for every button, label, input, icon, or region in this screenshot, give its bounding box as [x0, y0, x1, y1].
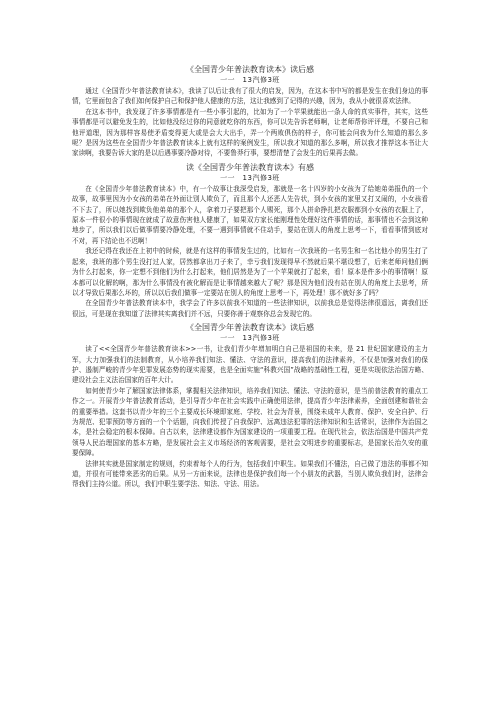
essay-paragraph: 通过《全国青少年普法教育读本》，我读了以后让我有了很大的启发，因为，在这本书中写的都是发生在我们身边的事情，它里面包含了我们如何保护自己和保护他人健康的方法，这让我感到了记得的兴趣，因为，我从小就很喜欢法律。: [72, 87, 428, 106]
essay-title: 读《全国青少年普法教育读本》有感: [186, 162, 314, 172]
essay-paragraph: 在这本书中，我发现了许多事情都是有一些小事引起的，比如为了一个苹果就能出一条人命的真实事件，其实，这些事情都是可以避免发生的，比如他没经过你的同意就吃你的东西，你可以先告诉老师啊，让老师帮你评评理，不要自己和他评道理，因为那样容易使矛盾变得更大或是会大大出手，弄一个两败俱伤的样子，你可能会问我为什么知道的那么多呢？是因为这些在全国青少年普法教育读本上就有这样的案例发生，所以我才知道的那么多啊，所以我才推荐这本书让大家读啊，我要告诉大家的是以后遇事要冷静对待，不要鲁莽行事，要想清楚了会发生的后果再去做。: [72, 107, 428, 158]
essay-byline: 一一 13汽修3班: [220, 334, 280, 343]
essay-title: 《全国青少年普法教育读本》读后感: [186, 65, 314, 74]
essay-paragraph: 在《全国青少年普法教育读本》中，有一个故事让我深受启发，那就是一名十四岁的小女孩为了给她弟弟报仇的一个故事，故事里因为小女孩的弟弟在外面让别人欺负了，而且那个人还恶人先告状，到小女孩的家里又打又闹的，小女孩看不下去了，所以她找到欺负他弟弟的那个人，拿着刀子要把那个人赐死，那个人拼命挣扎把衣服都到小女孩的衣服上了，原本一件很小的事情现在就成了故意伤害他人健康了，如果双方家长能刚理性处理好这件事情的话，那事情也不会到这种地步了，所以我们以后做事情要冷静处理，不要一遇到事情就不住动手，要站在别人的角度上思考一下，看看事情到底对不对，再下结论也不迟啊！: [72, 184, 428, 245]
essay-section-3: [72, 322, 428, 490]
essay-paragraph: 我还记得在我还在上初中的时候，就是有这样的事情发生过的，比如有一次我班的一名男生和一名比他小的男生打了起来，我班的那个男生没打过人家，居然都拿出刀子来了，幸亏我们发现得早不然就后果不堪设想了，后来老师问他们俩为什么打起来，你一定想不到他们为什么打起来，他们居然是为了一个苹果就打了起来，看！原本是件多小的事情啊！原本都可以化解的啊，那为什么事情没有被化解而是让事情越来越大了呢？那是因为他们没有站在别人的角度上去思考，所以才导致后果那么坏的，所以以后我们做事一定要站在别人的角度上思考一下，再处理！那不就好多了吗？: [72, 247, 428, 297]
essay-paragraph: 如何使青少年了解国家法律体系，掌握相关法律知识，培养我们知法、懂法、守法的意识，是当前普法教育的重点工作之一。开展青少年普法教育活动，是引导青少年在社会实践中正确使用法律，提高青少年法律素养，全面创建和谐社会的重要举措。这套书以青少年的三个主要成长环境即家庭、学校、社会为背景，围绕未成年人教育、保护、安全自护、行为规范、犯罪预防等方面的一个个话题，向我们传授了自我保护、远离违法犯罪的法律知识和生活常识，法律作为治国之本，是社会稳定的根本保障。自古以来，法律建设都作为国家建设的一项重要工程。在现代社会，依法治国是中国共产党领导人民治理国家的基本方略，是发展社会主义市场经济的客观需要，是社会文明进步的重要标志，是国家长治久安的重要保障。: [72, 386, 428, 458]
essay-byline: 一一 13汽修3班: [220, 173, 280, 182]
essay-paragraph: 读了<<全国青少年普法教育读本>>一书，让我们青少年增加明白自己是祖国的未来，是 21 世纪国家建设的主力军，大力加强我们的法制教育，从小培养我们知法、懂法、守法的意识，提高我们的法律素养，不仅是加强对我们的保护、遏制严峻的青少年犯罪发展态势的现实需要，也是全面实施“科教兴国”战略的基础性工程，更是实现依法治国方略、建设社会主义法治国家的百年大计。: [72, 345, 428, 385]
essay-byline: 一一 13汽修3班: [220, 76, 280, 84]
essay-paragraph: 法律其实就是国家制定的规则，约束着每个人的行为，包括我们中职生。如果我们不懂法，自己做了违法的事都不知道，并很有可能带来恶劣的后果。从另一方面来说，法律也是保护我们每一个小朋友的武器，当别人欺负我们时，法律会帮我们主持公道。所以，我们中职生要学法、知法、守法、用法。: [72, 459, 428, 489]
essay-paragraph: 在全国青少年普法教育读本中，我学会了许多以前我不知道的一些法律知识，以前我总是觉得法律很遥远，离我们还很远，可是现在我知道了法律其实离我们并不远，只要你善于观察你总会发现它的。: [72, 299, 428, 318]
essay-title: 《全国青少年普法教育读本》读后感: [186, 323, 314, 333]
essay-section-2: [72, 162, 428, 319]
essay-section-1: [72, 64, 428, 159]
